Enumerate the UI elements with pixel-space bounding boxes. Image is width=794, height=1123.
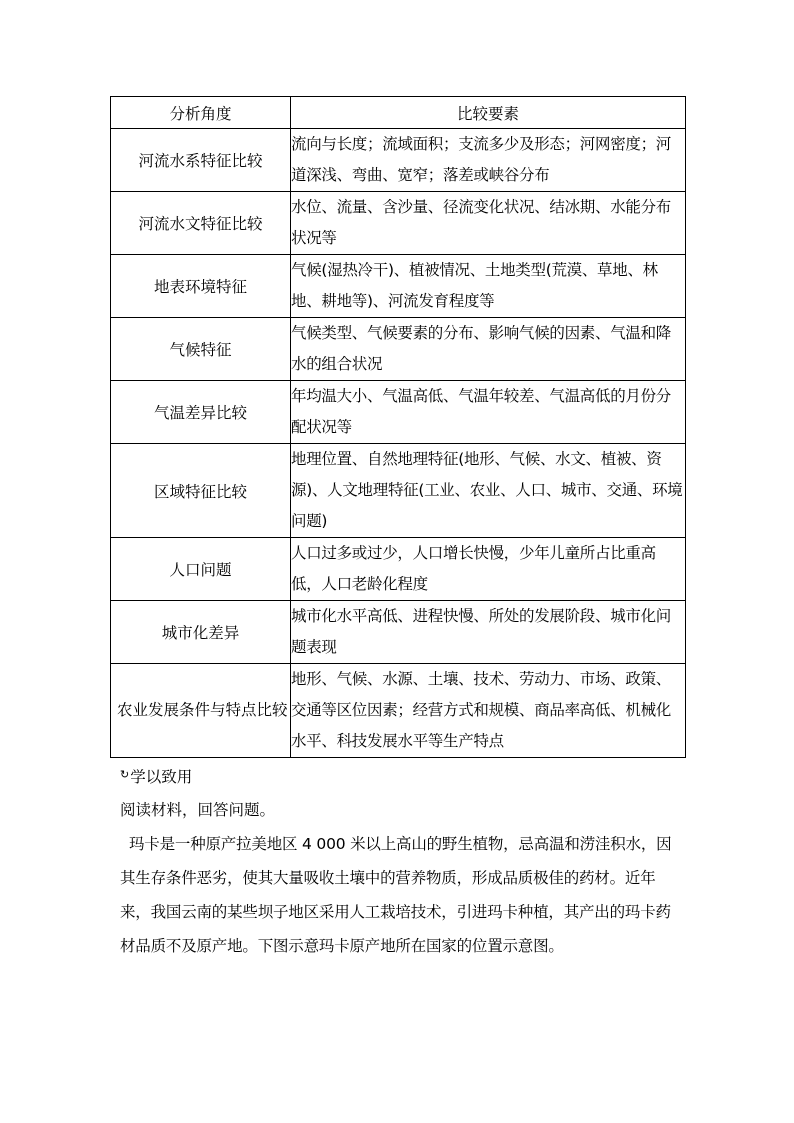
section-mark-icon: ↻ <box>120 768 130 781</box>
table-row <box>111 538 686 601</box>
row-aspect: 农业发展条件与特点比较 <box>111 664 291 758</box>
comparison-table <box>110 96 686 758</box>
row-aspect: 地表环境特征 <box>111 255 291 318</box>
reading-passage: 玛卡是一种原产拉美地区 4 000 米以上高山的野生植物，忌高温和涝洼积水，因其生存条件恶劣，使其大量吸收土壤中的营养物质，形成品质极佳的药材。近年来，我国云南的某些坝子地区采用人工栽培技术，引进玛卡种植，其产出的玛卡药材品质不及原产地。下图示意玛卡原产地所在国家的位置示意图。 <box>120 835 672 955</box>
row-elements: 地理位置、自然地理特征(地形、气候、水文、植被、资源)、人文地理特征(工业、农业、人口、城市、交通、环境问题) <box>291 444 686 538</box>
header-aspect: 分析角度 <box>111 97 291 129</box>
row-aspect: 人口问题 <box>111 538 291 601</box>
table-row <box>111 381 686 444</box>
header-elements: 比较要素 <box>291 97 686 129</box>
table-row <box>111 255 686 318</box>
row-aspect: 气候特征 <box>111 318 291 381</box>
row-elements: 城市化水平高低、进程快慢、所处的发展阶段、城市化问题表现 <box>291 601 686 664</box>
row-elements: 水位、流量、含沙量、径流变化状况、结冰期、水能分布状况等 <box>291 192 686 255</box>
row-elements: 人口过多或过少，人口增长快慢，少年儿童所占比重高低，人口老龄化程度 <box>291 538 686 601</box>
row-elements: 地形、气候、水源、土壤、技术、劳动力、市场、政策、交通等区位因素；经营方式和规模、商品率高低、机械化水平、科技发展水平等生产特点 <box>291 664 686 758</box>
section-heading <box>120 765 192 787</box>
row-elements: 流向与长度；流域面积；支流多少及形态；河网密度；河道深浅、弯曲、宽窄；落差或峡谷分布 <box>291 129 686 192</box>
row-aspect: 城市化差异 <box>111 601 291 664</box>
row-elements: 气候类型、气候要素的分布、影响气候的因素、气温和降水的组合状况 <box>291 318 686 381</box>
table-row <box>111 664 686 758</box>
row-aspect: 河流水系特征比较 <box>111 129 291 192</box>
table-header-row <box>111 97 686 129</box>
table-row <box>111 318 686 381</box>
row-elements: 气候(湿热冷干)、植被情况、土地类型(荒漠、草地、林地、耕地等)、河流发育程度等 <box>291 255 686 318</box>
row-elements: 年均温大小、气温高低、气温年较差、气温高低的月份分配状况等 <box>291 381 686 444</box>
table-row <box>111 192 686 255</box>
table-row <box>111 444 686 538</box>
question-prompt: 阅读材料，回答问题。 <box>120 801 276 819</box>
section-title: 学以致用 <box>130 768 193 786</box>
row-aspect: 区域特征比较 <box>111 444 291 538</box>
row-aspect: 河流水文特征比较 <box>111 192 291 255</box>
row-aspect: 气温差异比较 <box>111 381 291 444</box>
table-row <box>111 129 686 192</box>
table-row <box>111 601 686 664</box>
